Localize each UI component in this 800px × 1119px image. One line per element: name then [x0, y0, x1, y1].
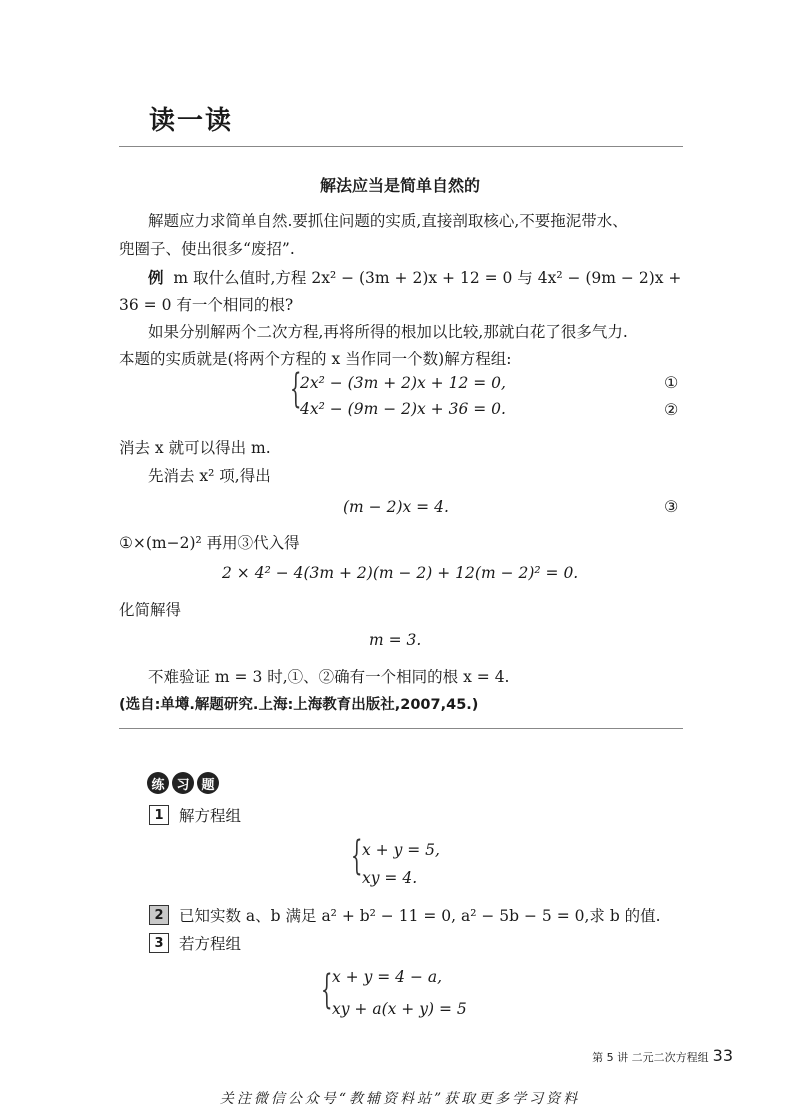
question-1: [149, 804, 241, 826]
badge-char-3: 题: [197, 772, 219, 794]
example-text: m 取什么值时,方程 2x² − (3m + 2)x + 12 = 0 与 4x² − (9m − 2)x +: [173, 269, 682, 287]
badge-char-1: 练: [147, 772, 169, 794]
q2-text: 已知实数 a、b 满足 a² + b² − 11 = 0, a² − 5b − 5 = 0,求 b 的值.: [179, 907, 661, 925]
line-verify: 不难验证 m = 3 时,①、②确有一个相同的根 x = 4.: [148, 668, 510, 686]
q1-eq1: x + y = 5,: [362, 841, 440, 859]
bottom-divider: [119, 728, 683, 729]
eq3: (m − 2)x = 4.: [343, 498, 449, 516]
system-eq2: 4x² − (9m − 2)x + 36 = 0.: [300, 400, 506, 418]
para2-line1: 如果分别解两个二次方程,再将所得的根加以比较,那就白花了很多气力.: [148, 323, 628, 341]
section-title: 读一读: [149, 106, 234, 136]
para1-line2: 兜圈子、使出很多“废招”.: [119, 240, 295, 258]
q1-eq2: xy = 4.: [362, 869, 418, 887]
para2-line2: 本题的实质就是(将两个方程的 x 当作同一个数)解方程组:: [119, 350, 512, 368]
source-citation: (选自:单墫.解题研究.上海:上海教育出版社,2007,45.): [119, 697, 479, 713]
page-number: 33: [712, 1046, 733, 1065]
badge-char-2: 习: [172, 772, 194, 794]
eq3-marker: ③: [664, 497, 679, 516]
line-sub: ①×(m−2)² 再用③代入得: [119, 534, 300, 552]
system-eq1: 2x² − (3m + 2)x + 12 = 0,: [300, 374, 506, 392]
example-line2: 36 = 0 有一个相同的根?: [119, 296, 294, 314]
para1-line1: 解题应力求简单自然.要抓住问题的实质,直接剖取核心,不要拖泥带水、: [148, 212, 628, 230]
example-line1: [148, 266, 681, 290]
q1-brace: {: [351, 833, 363, 879]
example-label: 例: [148, 269, 164, 287]
top-divider: [119, 146, 683, 147]
question-3: [149, 932, 241, 954]
q1-text: 解方程组: [179, 807, 242, 825]
q1-number: 1: [149, 805, 169, 825]
eq4: 2 × 4² − 4(3m + 2)(m − 2) + 12(m − 2)² = 0.: [222, 564, 579, 582]
q3-number: 3: [149, 933, 169, 953]
eq5: m = 3.: [369, 631, 422, 649]
page-footer: [592, 1046, 733, 1065]
q3-text: 若方程组: [179, 935, 242, 953]
system-brace: {: [290, 366, 302, 412]
q3-brace: {: [321, 967, 333, 1013]
article-title: 解法应当是简单自然的: [319, 176, 480, 195]
exercise-badge: [147, 772, 219, 794]
q2-number: 2: [149, 905, 169, 925]
question-2: [149, 904, 661, 926]
footer-chapter: 第 5 讲 二元二次方程组: [592, 1051, 709, 1064]
watermark-text: 关注微信公众号“教辅资料站”获取更多学习资料: [219, 1091, 581, 1107]
q3-eq2: xy + a(x + y) = 5: [332, 1000, 467, 1018]
line-eliminate: 消去 x 就可以得出 m.: [119, 439, 271, 457]
q3-eq1: x + y = 4 − a,: [332, 968, 443, 986]
eq1-marker: ①: [664, 373, 679, 392]
eq2-marker: ②: [664, 400, 679, 419]
line-simplify: 化简解得: [119, 601, 182, 619]
line-first: 先消去 x² 项,得出: [148, 467, 271, 485]
